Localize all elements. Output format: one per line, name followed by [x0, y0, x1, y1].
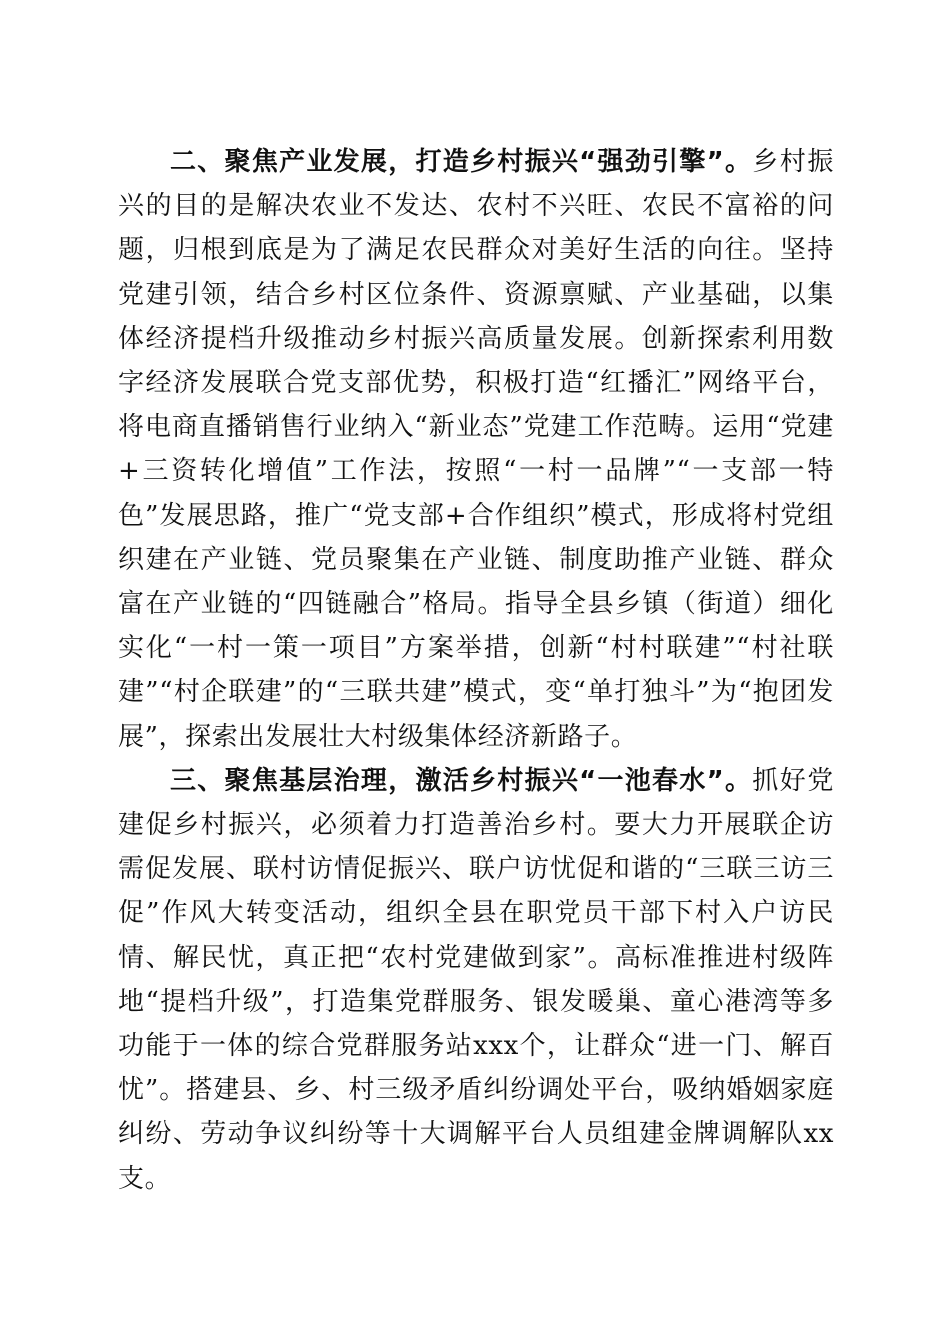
paragraph-heading: 二、聚焦产业发展，打造乡村振兴“强劲引擎”。: [170, 147, 753, 177]
document-body: [118, 140, 834, 1201]
paragraph-heading: 三、聚焦基层治理，激活乡村振兴“一池春水”。: [170, 765, 753, 796]
paragraph-text: 抓好党建促乡村振兴，必须着力打造善治乡村。要大力开展联企访需促发展、联村访情促振兴、联户访忧促和谐的“三联三访三促”作风大转变活动，组织全县在职党员干部下村入户访民情、解民忧，真正把“农村党建做到家”。高标准推进村级阵地“提档升级”，打造集党群服务、银发暖巢、童心港湾等多功能于一体的综合党群服务站xxx个，让群众“进一门、解百忧”。搭建县、乡、村三级矛盾纠纷调处平台，吸纳婚姻家庭纠纷、劳动争议纠纷等十大调解平台人员组建金牌调解队xx支。: [118, 765, 834, 1194]
paragraph-industry-development: [118, 140, 834, 759]
paragraph-grassroots-governance: [118, 759, 834, 1201]
paragraph-text: 乡村振兴的目的是解决农业不发达、农村不兴旺、农民不富裕的问题，归根到底是为了满足农民群众对美好生活的向往。坚持党建引领，结合乡村区位条件、资源禀赋、产业基础，以集体经济提档升级推动乡村振兴高质量发展。创新探索利用数字经济发展联合党支部优势，积极打造“红播汇”网络平台，将电商直播销售行业纳入“新业态”党建工作范畴。运用“党建+三资转化增值”工作法，按照“一村一品牌”“一支部一特色”发展思路，推广“党支部+合作组织”模式，形成将村党组织建在产业链、党员聚集在产业链、制度助推产业链、群众富在产业链的“四链融合”格局。指导全县乡镇（街道）细化实化“一村一策一项目”方案举措，创新“村村联建”“村社联建”“村企联建”的“三联共建”模式，变“单打独斗”为“抱团发展”，探索出发展壮大村级集体经济新路子。: [118, 147, 834, 752]
